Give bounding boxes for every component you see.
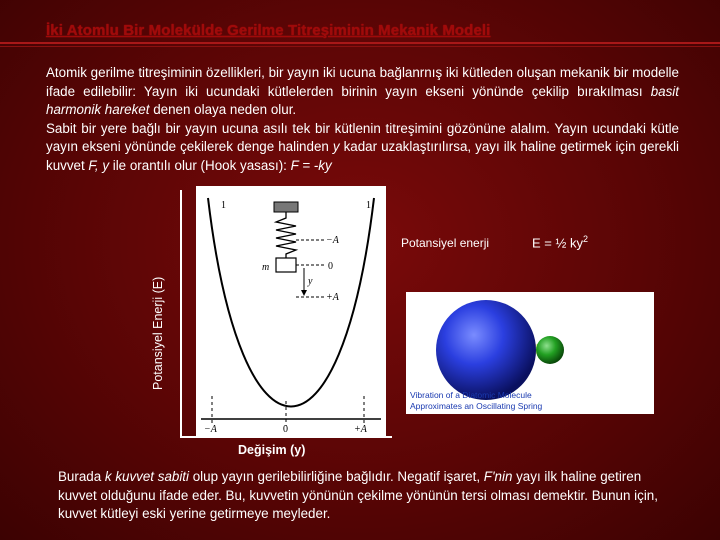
y-axis-line [180, 190, 182, 438]
title-rule [0, 42, 720, 44]
slide-title: İki Atomlu Bir Molekülde Gerilme Titreşiminin Mekanik Modeli [46, 22, 491, 39]
label-neg-A: −A [326, 235, 339, 246]
potential-energy-label: Potansiyel enerji [401, 236, 490, 250]
intro-paragraph-1: Atomik gerilme titreşiminin özellikleri, bir yayın iki ucuna bağlanrnış iki kütleden oluşan mekanik bir modelle ifade edilebilir: Yayın iki ucundaki kütlelerden birinin yayın ekseni yönünde çekilip bırakılması basit harmonik hareket denen olaya neden olur. [46, 65, 679, 117]
label-mass: m [262, 262, 270, 273]
label-top-left: 1 [221, 200, 226, 211]
spring-support [274, 202, 298, 212]
animation-caption-2: Approximates an Oscillating Spring [410, 401, 543, 411]
intro-paragraph-2: Sabit bir yere bağlı bir yayın ucuna asılı tek bir kütlenin titreşimini gözönüne alalım. Yayın ucundaki kütle yayın ekseni yönünde çekilerek denge halinden y kadar uzaklaştırılırsa, yayı ilk haline getirmek için gerekli kuvvet F, y ile orantılı olur (Hook yasası): F = -ky [46, 120, 679, 173]
small-atom [536, 336, 564, 364]
x-axis-label: Değişim (y) [238, 443, 306, 457]
potential-energy-curve [208, 198, 374, 407]
x-axis-line [180, 436, 392, 438]
y-axis-label: Potansiyel Enerji (E) [151, 276, 165, 390]
label-top-right: 1 [366, 200, 371, 211]
label-y: y [308, 276, 313, 287]
explanation-text: Burada k kuvvet sabiti olup yayın gerilebilirliğine bağlıdır. Negatif işaret, F'nin yayı ilk haline getiren kuvvet olduğunu ifade eder. Bu, kuvvetin yönünün çekilme yönünün tersi olması demektir. Bunun için, kuvvet kütleyi eski yerine getirmeye meyleder. [58, 469, 658, 521]
diatomic-molecule-animation [406, 292, 654, 414]
potential-energy-plot [196, 186, 386, 436]
animation-caption-1: Vibration of a Diatomic Molecule [410, 390, 532, 400]
x-tick-neg-A: −A [204, 424, 217, 435]
hooke-equation: F = -ky [290, 157, 332, 173]
label-zero: 0 [328, 261, 333, 272]
displacement-arrowhead [301, 290, 307, 296]
mass-block [276, 258, 296, 272]
intro-text [46, 64, 679, 175]
energy-formula: E = ½ $ky^2$ [532, 234, 588, 251]
title-rule-secondary [0, 46, 720, 47]
large-atom [436, 300, 536, 400]
spring [276, 212, 296, 258]
label-pos-A: +A [326, 292, 339, 303]
x-tick-pos-A: +A [354, 424, 367, 435]
x-tick-zero: 0 [283, 424, 288, 435]
